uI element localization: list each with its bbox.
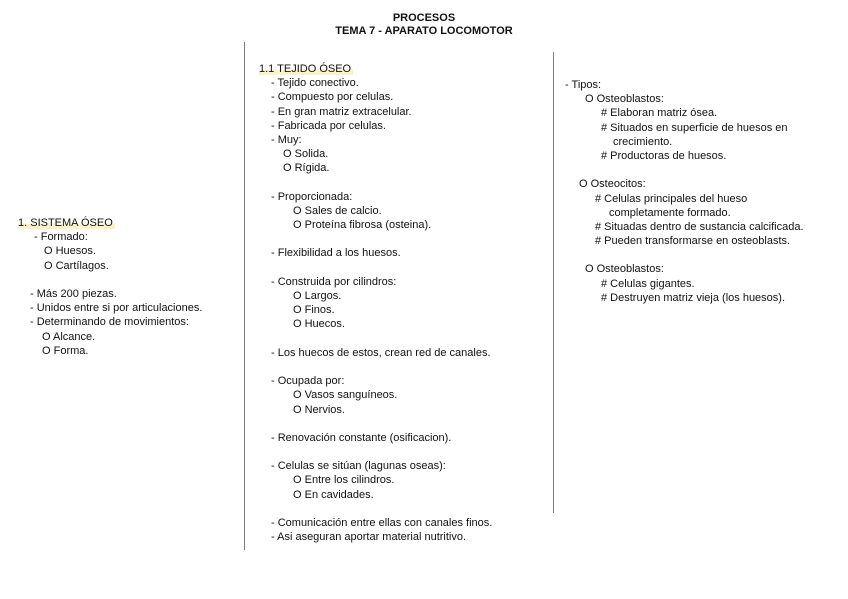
note-line: # Elaboran matriz ósea.: [601, 107, 718, 120]
note-line: # Situadas dentro de sustancia calcificada.: [595, 220, 804, 233]
note-line: - Celulas se sitúan (lagunas oseas):: [271, 460, 446, 473]
note-line: - Fabricada por celulas.: [271, 119, 386, 132]
note-line: - Ocupada por:: [271, 375, 345, 388]
page-title: PROCESOS: [392, 12, 456, 24]
note-line: - Formado:: [34, 231, 88, 244]
note-line: # Productoras de huesos.: [601, 149, 727, 162]
note-line: O Entre los cilindros.: [293, 474, 395, 487]
note-line: O Solida.: [283, 148, 329, 161]
column-divider-left: [244, 42, 245, 550]
note-line: O En cavidades.: [293, 488, 374, 501]
note-line: - En gran matriz extracelular.: [271, 105, 412, 118]
page-subtitle: TEMA 7 - APARATO LOCOMOTOR: [335, 25, 513, 37]
note-line: # Destruyen matriz vieja (los huesos).: [601, 291, 786, 304]
note-line: O Osteoblastos:: [585, 263, 664, 276]
middle-column: [259, 62, 492, 544]
section-heading-tejido-oseo: 1.1 TEJIDO ÓSEO: [259, 63, 352, 75]
note-line: # Celulas principales del hueso: [595, 192, 748, 205]
note-line: - Construida por cilindros:: [271, 275, 397, 288]
right-column: [565, 78, 804, 305]
note-line: completamente formado.: [609, 206, 731, 219]
note-line: # Pueden transformarse en osteoblasts.: [595, 235, 791, 248]
note-line: O Osteocitos:: [579, 178, 646, 191]
note-line: - Compuesto por celulas.: [271, 91, 394, 104]
note-line: O Rígida.: [283, 162, 330, 175]
note-line: O Nervios.: [293, 403, 345, 416]
note-line: O Cartílagos.: [44, 259, 109, 272]
note-line: - Flexibilidad a los huesos.: [271, 247, 401, 260]
note-line: O Huecos.: [293, 318, 345, 331]
note-line: O Osteoblastos:: [585, 93, 664, 106]
note-line: O Finos.: [293, 304, 335, 317]
note-line: O Alcance.: [42, 330, 96, 343]
page-header: [0, 12, 848, 38]
note-line: O Sales de calcio.: [293, 204, 382, 217]
note-line: - Renovación constante (osificacion).: [271, 431, 452, 444]
note-line: O Proteína fibrosa (osteina).: [293, 219, 432, 232]
note-line: - Proporcionada:: [271, 190, 353, 203]
note-line: - Unidos entre si por articulaciones.: [30, 302, 203, 315]
note-line: - Los huecos de estos, crean red de canales.: [271, 346, 491, 359]
note-line: - Muy:: [271, 133, 302, 146]
note-line: - Tipos:: [565, 79, 602, 91]
note-line: - Más 200 piezas.: [30, 287, 117, 300]
section-heading-sistema-oseo: 1. SISTEMA ÓSEO: [18, 217, 113, 229]
note-line: crecimiento.: [613, 135, 673, 148]
note-line: - Comunicación entre ellas con canales finos.: [271, 517, 493, 529]
column-divider-right: [553, 52, 554, 513]
note-line: # Situados en superficie de huesos en: [601, 121, 788, 134]
note-line: # Celulas gigantes.: [601, 277, 695, 290]
note-line: - Determinando de movimientos:: [30, 316, 189, 329]
note-line: O Huesos.: [44, 245, 96, 258]
note-line: O Vasos sanguíneos.: [293, 389, 398, 402]
note-line: O Largos.: [293, 290, 342, 302]
note-line: - Tejido conectivo.: [271, 77, 359, 90]
left-column: [18, 216, 202, 358]
note-line: - Asi aseguran aportar material nutritivo.: [271, 531, 467, 544]
note-line: O Forma.: [42, 344, 89, 357]
